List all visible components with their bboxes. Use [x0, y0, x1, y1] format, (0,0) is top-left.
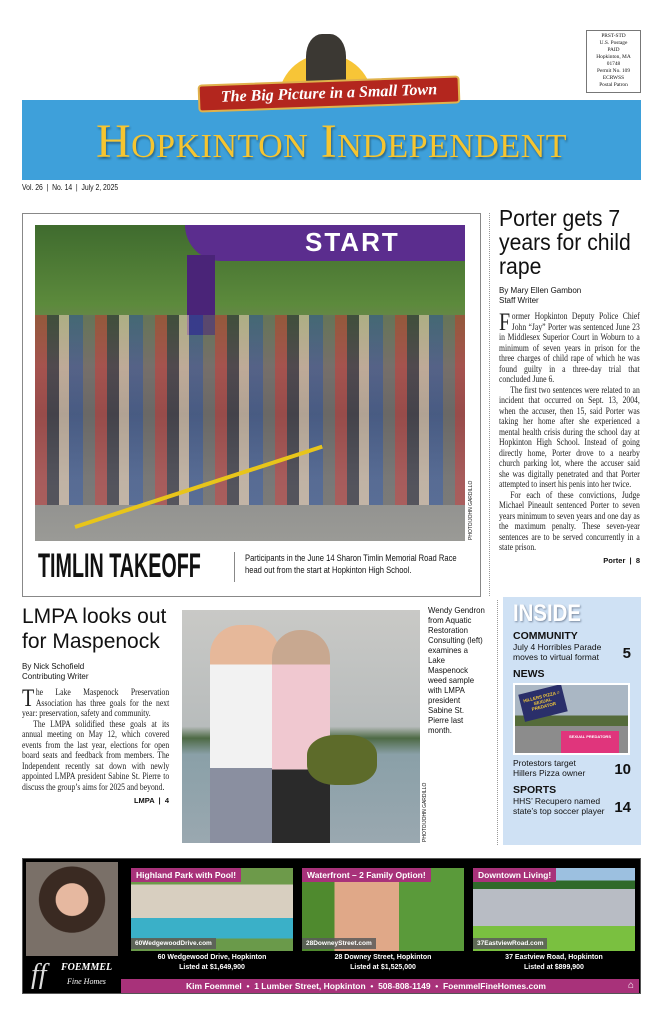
listing-address: 60 Wedgewood Drive, Hopkinton — [157, 954, 267, 961]
inside-item-page: 10 — [614, 761, 631, 778]
paragraph: The LMPA solidified these goals at its annual meeting on May 12, which covered events from the last year, elections for open board seats and feedback from members. The Independent recently sat down with newly appointed LMPA president Sabine St. Pierre to discuss the group’s aims for 2025 and beyond. — [22, 718, 170, 793]
jump-link[interactable]: LMPA | 4 — [133, 796, 169, 805]
postal-indicia — [586, 30, 641, 93]
agent-photo — [26, 862, 118, 956]
byline: By Nick Schofield — [22, 662, 85, 671]
protest-sign: HILLERS PIZZA = SEXUAL PREDATOR — [518, 684, 567, 722]
listing-price: Listed at $1,525,000 — [350, 964, 416, 971]
ad-footer-text[interactable]: Kim Foemmel • 1 Lumber Street, Hopkinton • 508-808-1149 • FoemmelFineHomes.com — [186, 981, 546, 991]
postal-line: 01748 — [606, 61, 621, 67]
listing-url[interactable]: 28DowneyStreet.com — [302, 938, 376, 949]
tagline: The Big Picture in a Small Town — [220, 81, 438, 106]
woman-left — [210, 625, 280, 843]
byline-role: Staff Writer — [499, 296, 539, 305]
ad-footer — [121, 979, 639, 993]
inside-item-text: HHS’ Recupero named state’s top soccer player — [513, 796, 605, 816]
inside-section: COMMUNITY — [513, 630, 578, 642]
real-estate-ad[interactable] — [22, 858, 641, 994]
postal-line: Postal Patron — [599, 82, 628, 88]
dropcap: T — [22, 685, 35, 712]
porter-story — [499, 206, 640, 565]
inside-news-photo[interactable] — [513, 683, 630, 755]
postal-line: PAID — [607, 47, 620, 53]
listing-title: Highland Park with Pool! — [131, 868, 241, 882]
postal-line: PRST-STD — [601, 33, 626, 39]
protest-sign: SEXUAL PREDATORS — [561, 731, 619, 753]
listing-price: Listed at $899,900 — [524, 964, 584, 971]
inside-section: SPORTS — [513, 784, 557, 796]
postal-line: ECRWSS — [602, 75, 625, 81]
listing-price: Listed at $1,649,900 — [179, 964, 245, 971]
brand-name: FOEMMEL — [61, 962, 113, 973]
inside-item-text: Protestors target Hillers Pizza owner — [513, 758, 586, 778]
inside-item[interactable] — [513, 796, 631, 816]
listing-card[interactable] — [302, 868, 464, 976]
masthead-title: Hopkinton Independent — [95, 115, 568, 168]
listing-url[interactable]: 60WedgewoodDrive.com — [131, 938, 216, 949]
paragraph: ormer Hopkinton Deputy Police Chief John “Jay” Porter was sentenced June 23 in Middlesex Superior Court in Woburn to a minimum of seven years in prison for the three charges of child rape of which he was found guilty in a three-day trial that concluded June 6. — [499, 311, 640, 385]
inside-item[interactable] — [513, 642, 631, 662]
photo-credit: PHOTO/JOHN GARDILLO — [422, 782, 428, 842]
postal-line: U.S. Postage — [599, 40, 628, 46]
postal-line: Hopkinton, MA — [596, 54, 631, 60]
byline-role: Contributing Writer — [22, 672, 89, 681]
listing-title: Waterfront – 2 Family Option! — [302, 868, 431, 882]
inside-item-text: July 4 Horribles Parade moves to virtual format — [513, 642, 602, 662]
equal-housing-icon: ⌂ — [627, 980, 634, 991]
photo-credit: PHOTO/JOHN GARDILLO — [468, 480, 474, 540]
lmpa-headline[interactable]: LMPA looks out for Maspenock — [22, 605, 167, 653]
postal-line: Permit No. 109 — [596, 68, 631, 74]
photo-headline: TIMLIN TAKEOFF — [38, 547, 201, 585]
caption-divider — [234, 552, 235, 582]
lmpa-photo[interactable] — [182, 610, 420, 843]
paragraph: For each of these convictions, Judge Michael Pineault sentenced Porter to seven years minimum to seven years and one day as the maximum penalty. These seven-year sentences are to be served concurrently in a state prison. — [499, 489, 640, 553]
inside-title: INSIDE — [513, 600, 582, 627]
brand-sub: Fine Homes — [67, 977, 106, 986]
column-divider — [489, 213, 490, 596]
inside-item-page: 14 — [614, 799, 631, 816]
paragraph: he Lake Maspenock Preservation Association has three goals for the next year: preservation, safety and community. — [22, 687, 170, 719]
paragraph: The first two sentences were related to an incident that occurred on Sept. 13, 2004, when the accuser, then 15, said Porter was taking her home after she experienced a mental health crisis during the school day at Hopkinton High School. Instead of going directly home, Porter drove to a nearby church parking lot, where the accuser said she was digitally penetrated and that Porter attempted to insert his penis into her twice. — [499, 384, 640, 490]
porter-headline[interactable]: Porter gets 7 years for child rape — [499, 205, 631, 279]
listing-address: 28 Downey Street, Hopkinton — [334, 954, 432, 961]
byline: By Mary Ellen Gambon — [499, 286, 582, 295]
article-body — [22, 685, 170, 793]
start-banner-text: START — [305, 227, 400, 257]
article-body — [499, 309, 640, 554]
runners-crowd — [35, 315, 465, 505]
inside-item-page: 5 — [622, 645, 631, 662]
column-divider — [497, 600, 498, 845]
inside-section: NEWS — [513, 668, 545, 680]
lmpa-story — [22, 604, 169, 805]
photo-caption: Participants in the June 14 Sharon Timlin Memorial Road Race head out from the start at Hopkinton High School. — [245, 553, 457, 576]
listing-address: 37 Eastview Road, Hopkinton — [505, 954, 603, 961]
listing-card[interactable] — [473, 868, 635, 976]
lead-photo[interactable] — [35, 225, 465, 541]
inside-box — [503, 597, 641, 845]
listing-url[interactable]: 37EastviewRoad.com — [473, 938, 547, 949]
issue-info: Vol. 26 | No. 14 | July 2, 2025 — [22, 183, 119, 192]
dropcap: F — [499, 309, 511, 336]
listing-card[interactable] — [131, 868, 293, 976]
inside-item[interactable] — [513, 758, 631, 778]
listing-title: Downtown Living! — [473, 868, 556, 882]
brand-logo — [29, 959, 117, 991]
weed-sample — [307, 735, 377, 785]
photo-caption: Wendy Gendron from Aquatic Restoration Consulting (left) examines a Lake Maspenock weed sample with LMPA president Sabine St. Pierre last month. — [428, 605, 485, 735]
jump-link[interactable]: Porter | 8 — [603, 555, 640, 565]
logo-monogram: ff — [31, 959, 47, 990]
